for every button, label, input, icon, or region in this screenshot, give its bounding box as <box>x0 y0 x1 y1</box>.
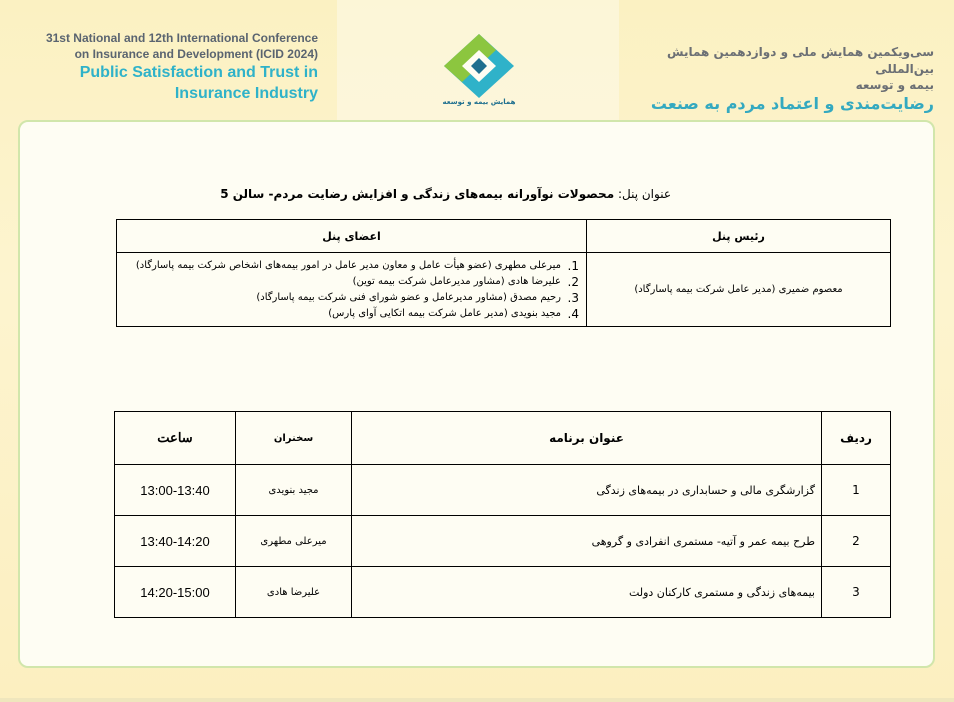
panel-head-name: معصوم ضمیری (مدیر عامل شرکت بیمه پاسارگاد) <box>587 253 891 327</box>
program-title: بیمه‌های زندگی و مستمری کارکنان دولت <box>352 567 822 618</box>
time-slot: 13:00-13:40 <box>115 465 236 516</box>
speaker-name: مجید بنویدی <box>236 465 352 516</box>
schedule-table <box>114 411 891 618</box>
panel-title-label: عنوان پنل: <box>617 187 671 201</box>
member-text: رحیم مصدق (مشاور مدیرعامل و عضو شورای فنی شرکت بیمه پاسارگاد) <box>256 292 561 303</box>
conference-theme-en-line1: Public Satisfaction and Trust in <box>79 64 318 81</box>
conference-name-en-line1: 31st National and 12th International Conference <box>45 31 318 45</box>
speaker-name: علیرضا هادی <box>236 567 352 618</box>
panel-members-table <box>116 219 891 327</box>
conference-name-fa-line1: سی‌ویکمین همایش ملی و دوازدهمین همایش بین‌المللی <box>667 45 934 76</box>
schedule-header-row <box>115 412 891 465</box>
panel-member-item <box>124 274 579 290</box>
member-text: علیرضا هادی (مشاور مدیرعامل شرکت بیمه توین) <box>352 276 561 287</box>
conference-name-en-line2: on Insurance and Development (ICID 2024) <box>74 47 318 61</box>
table-row <box>115 567 891 618</box>
panel-members-list <box>118 254 585 325</box>
panel-table-body-row <box>117 253 891 327</box>
program-title: گزارشگری مالی و حسابداری در بیمه‌های زندگی <box>352 465 822 516</box>
time-slot: 13:40-14:20 <box>115 516 236 567</box>
row-number: 3 <box>822 567 891 618</box>
member-text: مجید بنویدی (مدیر عامل شرکت بیمه اتکایی آوای پارس) <box>328 308 561 319</box>
panel-table-header-row <box>117 220 891 253</box>
header-program-title: عنوان برنامه <box>352 412 822 465</box>
panel-members-cell <box>117 253 587 327</box>
conference-name-fa-line2: بیمه و توسعه <box>855 78 934 92</box>
header-row-number: ردیف <box>822 412 891 465</box>
table-row <box>115 465 891 516</box>
conference-theme-fa: رضایت‌مندی و اعتماد مردم به صنعت <box>650 94 934 113</box>
panel-members-header: اعضای پنل <box>117 220 587 253</box>
program-title: طرح بیمه عمر و آتیه- مستمری انفرادی و گروهی <box>352 516 822 567</box>
speaker-name: میرعلی مطهری <box>236 516 352 567</box>
member-number: 2. <box>567 275 579 289</box>
panel-title <box>220 187 671 201</box>
conference-theme-en-line2: Insurance Industry <box>174 85 318 102</box>
row-number: 1 <box>822 465 891 516</box>
member-number: 1. <box>567 259 579 273</box>
logo-caption: همایش بیمه و توسعه <box>442 98 516 106</box>
header-speaker: سخنران <box>236 412 352 465</box>
table-row <box>115 516 891 567</box>
panel-member-item <box>124 290 579 306</box>
conference-header <box>0 0 954 120</box>
header-english-text <box>20 30 318 104</box>
member-number: 4. <box>567 307 579 321</box>
member-text: میرعلی مطهری (عضو هیأت عامل و معاون مدیر عامل در امور بیمه‌های اشخاص شرکت بیمه پاسارگاد) <box>135 260 561 271</box>
panel-head-header: رئیس پنل <box>587 220 891 253</box>
panel-title-value: محصولات نوآورانه بیمه‌های زندگی و افزایش رضایت مردم- سالن 5 <box>220 187 615 201</box>
time-slot: 14:20-15:00 <box>115 567 236 618</box>
row-number: 2 <box>822 516 891 567</box>
panel-member-item <box>124 258 579 274</box>
panel-member-item <box>124 306 579 322</box>
header-time: ساعت <box>115 412 236 465</box>
bottom-border <box>0 698 954 702</box>
member-number: 3. <box>567 291 579 305</box>
